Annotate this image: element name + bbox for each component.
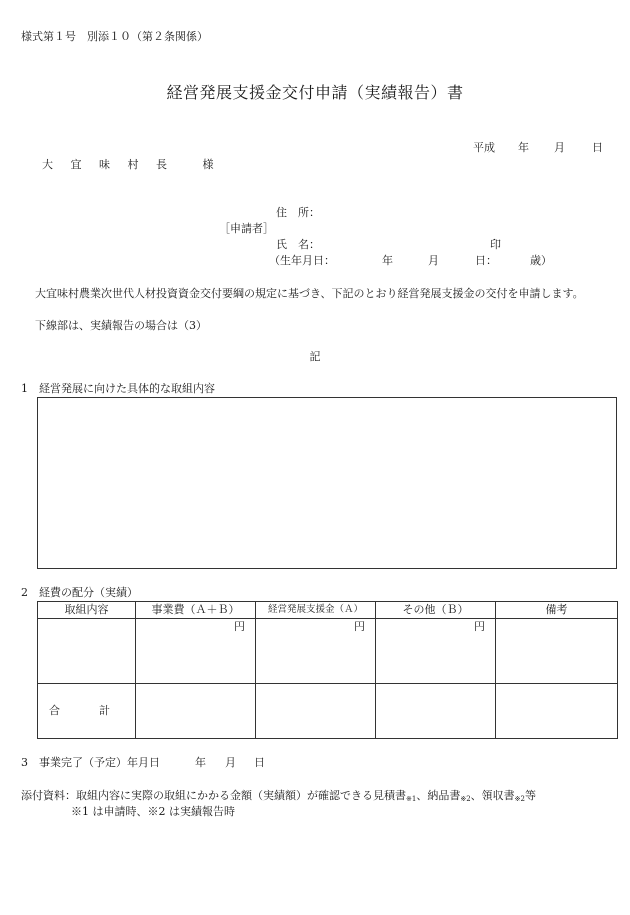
total-label: 合 計 (38, 684, 136, 739)
total-remarks[interactable] (496, 684, 618, 739)
section2-heading: 2 経費の配分（実績） (21, 586, 138, 599)
date-era: 平成 (473, 141, 495, 154)
total-row (38, 684, 618, 739)
underline-note: 下線部は、実績報告の場合は（3） (35, 319, 207, 332)
total-other[interactable] (376, 684, 496, 739)
date-month: 月 (554, 141, 565, 154)
col-header-initiative: 取組内容 (38, 602, 136, 619)
attachments-note: ※1 は申請時、※2 は実績報告時 (71, 805, 235, 818)
attachments-delivery: 、納品書 (416, 789, 461, 802)
date-day: 日 (592, 141, 603, 154)
col-header-support-fund: 経営発展支援金（Ａ） (256, 602, 376, 619)
cost-table-header (38, 602, 618, 619)
cost-table (37, 601, 618, 739)
cell-remarks[interactable] (496, 619, 618, 684)
address-label: 住 所： (276, 206, 320, 219)
section3-heading: 3 事業完了（予定）年月日 (21, 756, 160, 769)
document-title: 経営発展支援金交付申請（実績報告）書 (166, 83, 464, 102)
age: 歳） (530, 254, 552, 267)
col-header-project-cost: 事業費（Ａ＋Ｂ） (136, 602, 256, 619)
seal-mark: 印 (490, 238, 501, 251)
col-header-other: その他（Ｂ） (376, 602, 496, 619)
birth-day: 日： (475, 254, 497, 267)
cell-other[interactable] (376, 619, 496, 684)
ki-marker: 記 (309, 350, 321, 363)
mark-note2: ※2 (514, 795, 525, 803)
attachments-line (21, 789, 536, 804)
addressee: 大 宜 味 村 長 様 (42, 158, 221, 171)
birth-label: （生年月日： (269, 254, 335, 267)
applicant-label: ［申請者］ (219, 222, 274, 235)
form-number: 様式第１号 別添１０（第２条関係） (21, 30, 208, 43)
attachments-prefix: 添付資料：取組内容に実際の取組にかかる金額（実績額）が確認できる見積書 (21, 789, 406, 802)
cell-initiative[interactable] (38, 619, 136, 684)
completion-day: 日 (254, 756, 265, 769)
cell-support-fund[interactable] (256, 619, 376, 684)
table-row (38, 619, 618, 684)
date-year: 年 (518, 141, 529, 154)
birth-year: 年 (382, 254, 393, 267)
col-header-remarks: 備考 (496, 602, 618, 619)
total-support-fund[interactable] (256, 684, 376, 739)
mark-note1: ※1 (406, 795, 417, 803)
application-paragraph: 大宜味村農業次世代人材投資資金交付要綱の規定に基づき、下記のとおり経営発展支援金の交付を申請します。 (35, 287, 584, 300)
name-label: 氏 名： (276, 238, 320, 251)
completion-year: 年 (195, 756, 206, 769)
birth-month: 月 (428, 254, 439, 267)
unit-yen: 円 (234, 620, 245, 633)
mark-note2: ※2 (460, 795, 471, 803)
completion-month: 月 (225, 756, 236, 769)
unit-yen: 円 (474, 620, 485, 633)
section1-heading: 1 経営発展に向けた具体的な取組内容 (21, 382, 215, 395)
cell-project-cost[interactable] (136, 619, 256, 684)
attachments-suffix: 等 (524, 789, 536, 802)
unit-yen: 円 (354, 620, 365, 633)
initiative-content-box[interactable] (37, 397, 617, 569)
attachments-receipt: 、領収書 (470, 789, 515, 802)
total-project-cost[interactable] (136, 684, 256, 739)
